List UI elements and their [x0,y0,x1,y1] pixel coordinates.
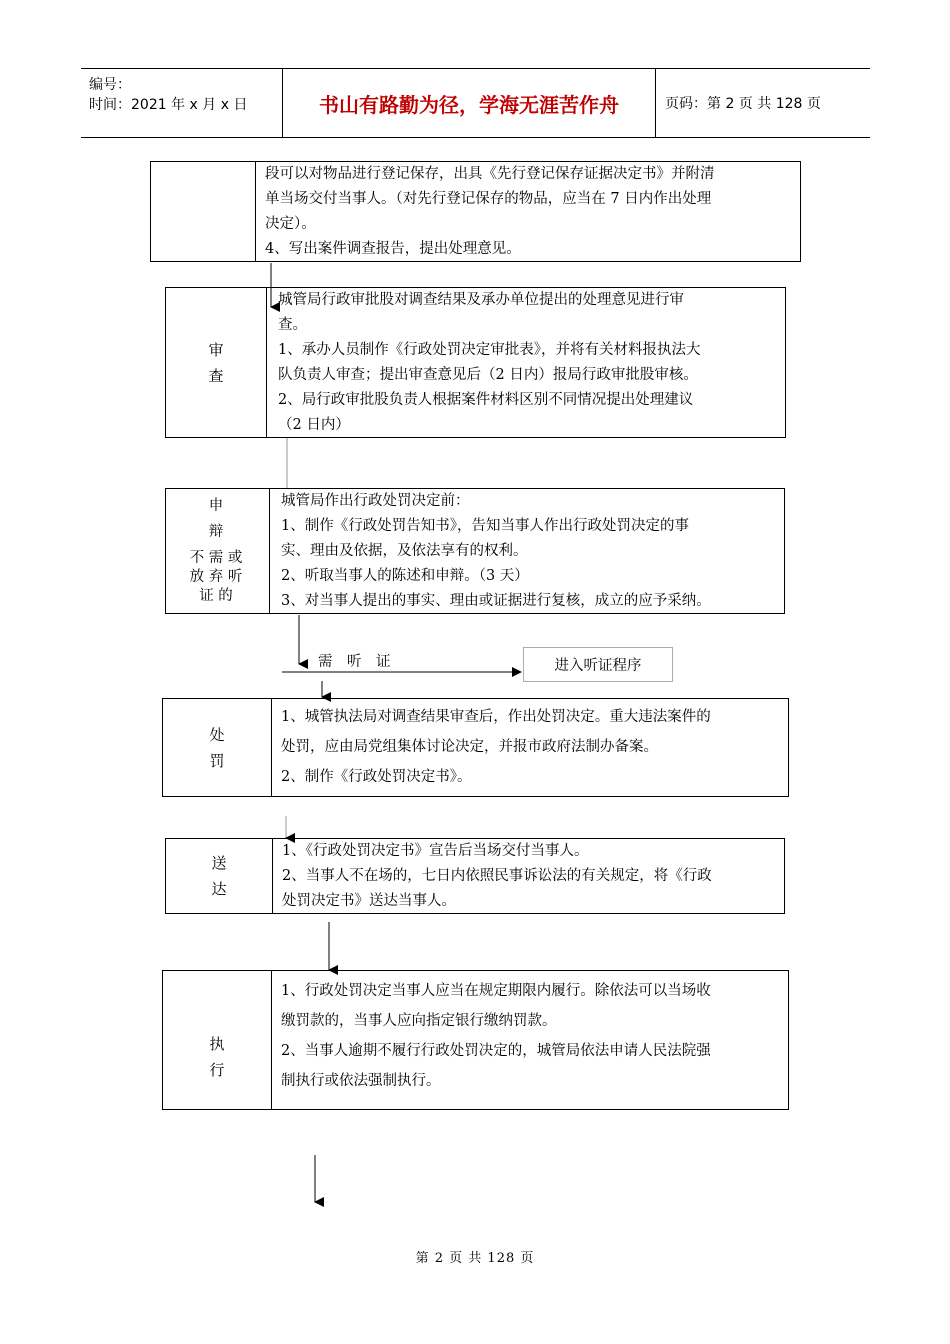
text-line: 单当场交付当事人。（对先行登记保存的物品，应当在 7 日内作出处理 [265,191,712,207]
document-time-label: 时间：2021 年 x 月 x 日 [89,97,248,113]
flow-box-delivery [165,838,785,914]
box-text [281,702,711,792]
text-line: 4、写出案件调查报告，提出处理意见。 [265,241,521,257]
text-line: 2、当事人逾期不履行行政处罚决定的，城管局依法申请人民法院强 [281,1043,711,1059]
step-label-delivery [166,839,272,913]
label-char: 送 [211,854,227,872]
step-label-review [166,288,266,437]
text-line: 实、理由及依据，及依法享有的权利。 [281,543,528,559]
label-char: 罚 [209,751,225,770]
text-line: 制执行或依法强制执行。 [281,1073,441,1089]
hearing-procedure-box: 进入听证程序 [523,647,673,682]
text-line: 1、承办人员制作《行政处罚决定审批表》，并将有关材料报执法大 [278,342,701,358]
label-char: 查 [208,366,224,385]
flow-box-penalty [162,698,789,797]
label-line: 不 需 或 [189,550,243,566]
document-number-label: 编号： [89,77,131,93]
text-line: （2 日内） [278,417,350,433]
label-char: 处 [209,725,225,744]
step-label-no-hearing [166,549,266,606]
label-line: 证 的 [199,588,233,604]
text-line: 1、《行政处罚决定书》宣告后当场交付当事人。 [282,843,589,859]
box-divider [271,699,272,796]
text-line: 段可以对物品进行登记保存，出具《先行登记保存证据决定书》并附清 [265,166,715,182]
text-line: 查。 [278,317,307,333]
step-label-execution [163,971,271,1109]
box-text [282,839,712,914]
text-line: 决定）。 [265,216,316,232]
label-char: 执 [209,1035,225,1053]
box-divider [272,839,273,913]
header-motto: 书山有路勤为径，学海无涯苦作舟 [319,92,619,117]
text-line: 缴罚款的，当事人应向指定银行缴纳罚款。 [281,1013,557,1029]
box-text [281,976,711,1096]
text-line: 城管局作出行政处罚决定前： [281,493,470,509]
box-divider [266,288,267,437]
text-line: 处罚，应由局党组集体讨论决定，并报市政府法制办备案。 [281,739,658,755]
flow-box-execution [162,970,789,1110]
text-line: 2、局行政审批股负责人根据案件材料区别不同情况提出处理建议 [278,392,694,408]
step-label-defense [166,493,266,545]
text-line: 队负责人审查；提出审查意见后（2 日内）报局行政审批股审核。 [278,367,698,383]
box-divider [271,971,272,1109]
arrow-head-hearing [512,667,522,677]
label-char: 申 [208,498,224,514]
text-line: 2、当事人不在场的，七日内依照民事诉讼法的有关规定，将《行政 [282,868,712,884]
text-line: 3、对当事人提出的事实、理由或证据进行复核，成立的应予采纳。 [281,593,711,609]
label-char: 行 [209,1061,225,1079]
text-line: 1、行政处罚决定当事人应当在规定期限内履行。除依法可以当场收 [281,983,711,999]
box-divider [269,489,270,613]
header-page-number: 页码：第 2 页 共 128 页 [665,96,821,112]
text-line: 处罚决定书》送达当事人。 [282,893,456,909]
step-label-penalty [163,699,271,796]
label-line: 放 弃 听 [189,569,243,585]
box-text [278,288,700,438]
label-char: 辩 [208,524,224,540]
label-char: 达 [211,880,227,898]
branch-label-needs-hearing: 需 听 证 [318,654,391,670]
flow-box-defense [165,488,785,614]
text-line: 城管局行政审批股对调查结果及承办单位提出的处理意见进行审 [278,292,684,308]
text-line: 1、城管执法局对调查结果审查后，作出处罚决定。重大违法案件的 [281,709,711,725]
page-footer: 第 2 页 共 128 页 [415,1251,535,1266]
text-line: 1、制作《行政处罚告知书》，告知当事人作出行政处罚决定的事 [281,518,689,534]
label-char: 审 [208,340,224,359]
box-text [281,489,711,614]
flow-box-review [165,287,786,438]
text-line: 2、制作《行政处罚决定书》。 [281,769,472,785]
text-line: 2、听取当事人的陈述和申辩。（3 天） [281,568,529,584]
